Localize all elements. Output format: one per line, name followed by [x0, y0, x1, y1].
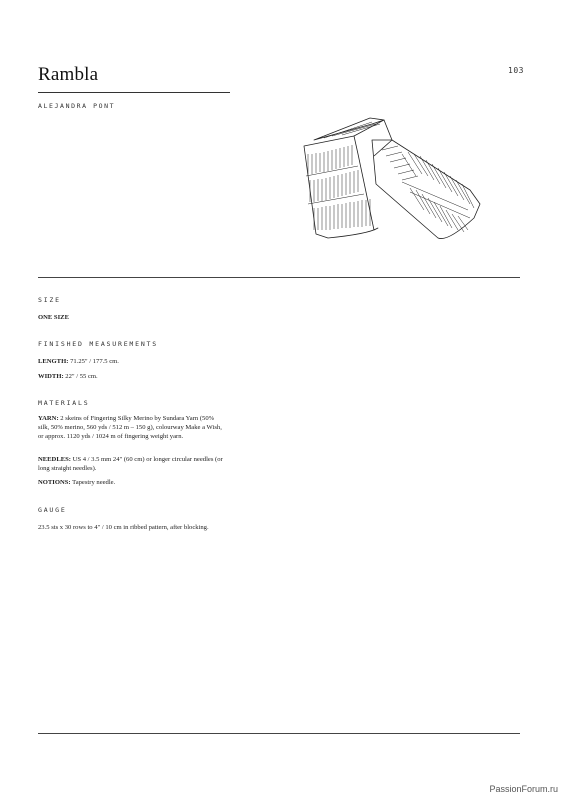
- scarf-illustration: [298, 110, 488, 250]
- needles-label: NEEDLES:: [38, 456, 71, 463]
- width-label: WIDTH:: [38, 373, 64, 380]
- length-label: LENGTH:: [38, 358, 69, 365]
- width-value: 22" / 55 cm.: [63, 373, 98, 380]
- designer-name: ALEJANDRA PONT: [38, 102, 116, 110]
- needles-value: US 4 / 3.5 mm 24" (60 cm) or longer circular needles (or long straight needles).: [38, 456, 223, 473]
- finished-measurements-heading: FINISHED MEASUREMENTS: [38, 340, 158, 348]
- footer-divider: [38, 733, 520, 734]
- section-divider: [38, 277, 520, 278]
- notions-label: NOTIONS:: [38, 479, 71, 486]
- width-line: [38, 372, 224, 381]
- notions-value: Tapestry needle.: [70, 479, 116, 486]
- title-underline: [38, 92, 230, 93]
- page-title: Rambla: [38, 64, 99, 85]
- length-value: 71.25" / 177.5 cm.: [68, 358, 119, 365]
- yarn-label: YARN:: [38, 415, 59, 422]
- watermark: PassionForum.ru: [489, 784, 558, 794]
- needles-line: [38, 455, 224, 473]
- notions-line: [38, 478, 224, 487]
- length-line: [38, 357, 224, 366]
- gauge-value: 23.5 sts x 30 rows to 4" / 10 cm in ribbed pattern, after blocking.: [38, 524, 209, 531]
- size-heading: SIZE: [38, 296, 61, 304]
- yarn-value: 2 skeins of Fingering Silky Merino by Sundara Yarn (50% silk, 50% merino, 560 yds / 512 m – 150 g), colourway Make a Wish, or approx. 1120 yds / 1024 m of fingering weight yarn.: [38, 415, 222, 441]
- yarn-line: [38, 414, 224, 442]
- gauge-heading: GAUGE: [38, 506, 67, 514]
- page-number: 103: [508, 66, 524, 75]
- size-value: ONE SIZE: [38, 314, 69, 321]
- materials-heading: MATERIALS: [38, 399, 90, 407]
